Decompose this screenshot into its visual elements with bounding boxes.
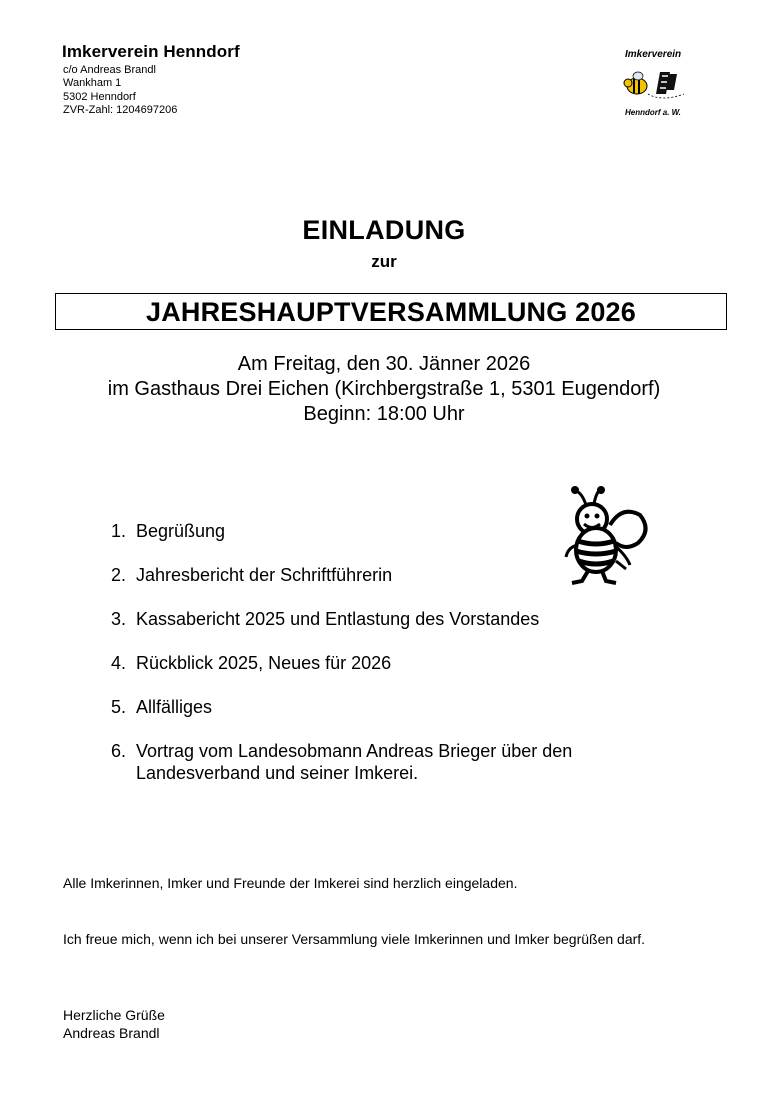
sender-address-line: 5302 Henndorf — [63, 91, 136, 103]
agenda-number: 1. — [111, 521, 127, 541]
agenda-number: 3. — [111, 609, 127, 629]
agenda-text: Vortrag vom Landesobmann Andreas Brieger über den Landesverband und seiner Imkerei. — [136, 741, 573, 783]
sender-address-line: ZVR-Zahl: 1204697206 — [63, 104, 178, 116]
event-start-time: Beginn: 18:00 Uhr — [303, 403, 465, 425]
document-title: EINLADUNG — [302, 215, 466, 245]
agenda-item — [111, 564, 616, 586]
club-logo — [620, 46, 696, 122]
event-title-box: JAHRESHAUPTVERSAMMLUNG 2026 — [55, 293, 727, 330]
sender-address-line: c/o Andreas Brandl — [63, 64, 156, 76]
agenda-item — [111, 608, 616, 630]
closing-greeting: Herzliche Grüße — [63, 1007, 165, 1023]
agenda-number: 5. — [111, 697, 127, 717]
agenda-number: 4. — [111, 653, 127, 673]
agenda-item — [111, 520, 616, 542]
invitation-paragraph: Alle Imkerinnen, Imker und Freunde der Imkerei sind herzlich eingeladen. — [63, 875, 518, 891]
sender-address-line: Wankham 1 — [63, 77, 122, 89]
document-subtitle: zur — [371, 252, 397, 271]
agenda-text: Allfälliges — [136, 697, 213, 717]
agenda-item — [111, 652, 616, 674]
event-location: im Gasthaus Drei Eichen (Kirchbergstraße 1, 5301 Eugendorf) — [107, 378, 661, 400]
logo-top-text: Imkerverein — [625, 49, 682, 60]
agenda-text: Rückblick 2025, Neues für 2026 — [136, 653, 392, 673]
agenda-item — [111, 696, 616, 718]
agenda-item — [111, 740, 616, 784]
welcome-paragraph: Ich freue mich, wenn ich bei unserer Versammlung viele Imkerinnen und Imker begrüßen darf. — [63, 931, 646, 947]
agenda-text: Jahresbericht der Schriftführerin — [136, 565, 393, 585]
sender-name: Imkerverein Henndorf — [62, 42, 240, 61]
agenda-text: Kassabericht 2025 und Entlastung des Vorstandes — [136, 609, 540, 629]
agenda-number: 2. — [111, 565, 127, 585]
signature-name: Andreas Brandl — [63, 1025, 160, 1041]
logo-bottom-text: Henndorf a. W. — [625, 108, 681, 117]
agenda-text: Begrüßung — [136, 521, 226, 541]
agenda-number: 6. — [111, 741, 127, 761]
bee-logo-icon — [622, 64, 692, 104]
event-date: Am Freitag, den 30. Jänner 2026 — [237, 353, 531, 375]
